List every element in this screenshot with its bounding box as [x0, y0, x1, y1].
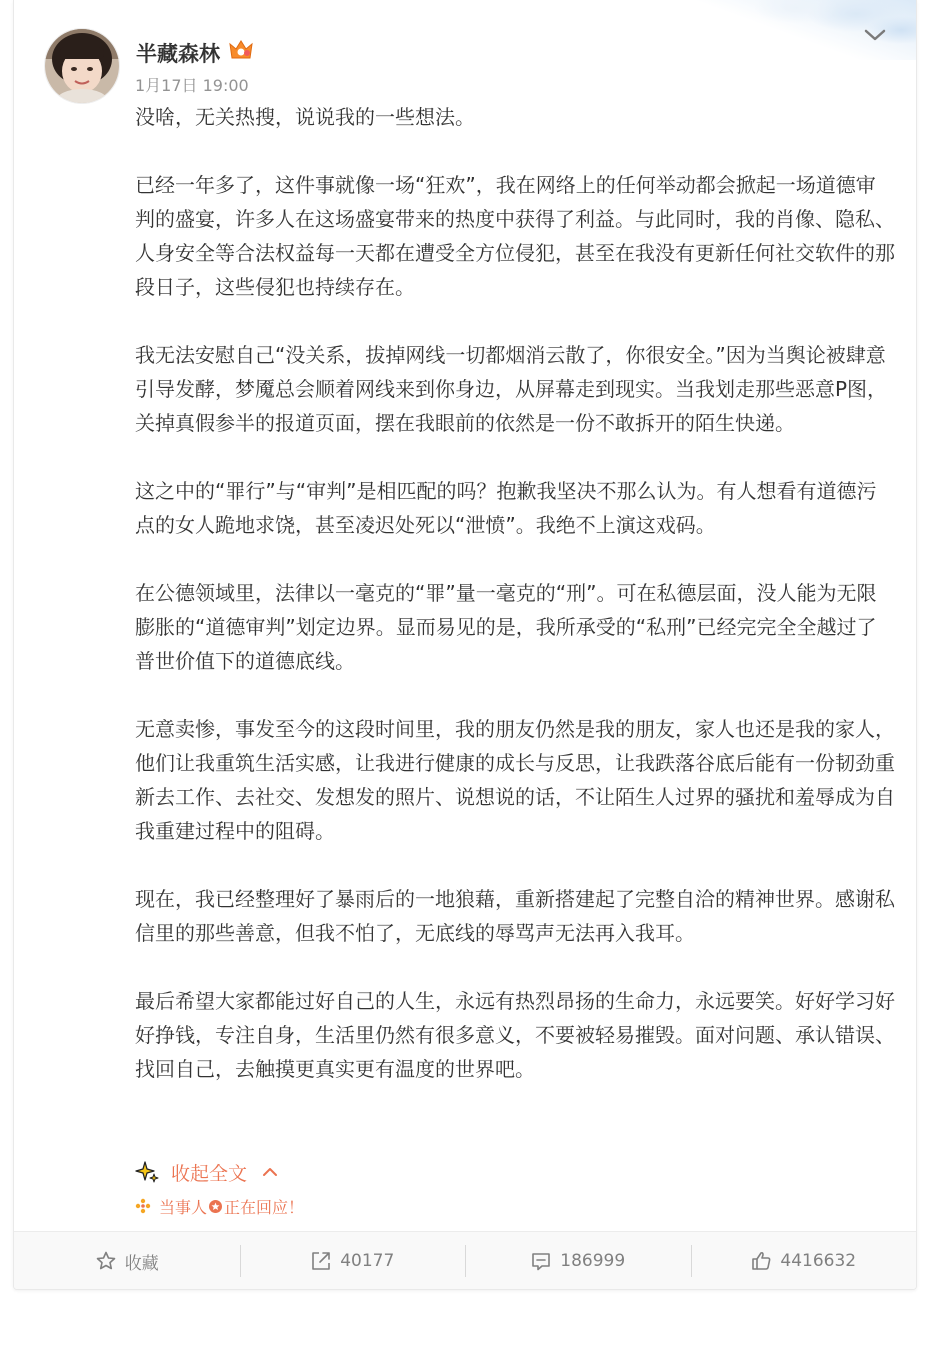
action-toolbar	[14, 1231, 916, 1290]
star-icon	[95, 1250, 117, 1272]
favorite-label: 收藏	[124, 1253, 159, 1274]
responding-suffix: 正在回应！	[224, 1197, 305, 1217]
repost-button[interactable]	[240, 1232, 466, 1290]
share-icon	[310, 1250, 332, 1272]
collapse-label: 收起全文	[171, 1162, 248, 1185]
post-paragraph: 无意卖惨，事发至今的这段时间里，我的朋友仍然是我的朋友，家人也还是我的家人，他们让我重筑生活实感，让我进行健康的成长与反思，让我跌落谷底后能有一份韧劲重新去工作、去社交、发想发的照片、说想说的话，不让陌生人过界的骚扰和羞辱成为自我重建过程中的阻碍。	[135, 717, 895, 843]
post-paragraph: 我无法安慰自己“没关系，拔掉网线一切都烟消云散了，你很安全。”因为当舆论被肆意引导发酵，梦魇总会顺着网线来到你身边，从屏幕走到现实。当我划走那些恶意P图，关掉真假参半的报道页面，摆在我眼前的依然是一份不敢拆开的陌生快递。	[135, 343, 888, 435]
badge-icon	[208, 1199, 223, 1214]
comment-button[interactable]	[465, 1232, 691, 1290]
comment-icon	[530, 1250, 552, 1272]
post-paragraph: 已经一年多了，这件事就像一场“狂欢”，我在网络上的任何举动都会掀起一场道德审判的盛宴，许多人在这场盛宴带来的热度中获得了利益。与此同时，我的肖像、隐私、人身安全等合法权益每一天都在遭受全方位侵犯，甚至在我没有更新任何社交软件的那段日子，这些侵犯也持续存在。	[135, 173, 895, 299]
post-paragraph: 最后希望大家都能过好自己的人生，永远有热烈昂扬的生命力，永远要笑。好好学习好好挣钱，专注自身，生活里仍然有很多意义，不要被轻易摧毁。面对问题、承认错误、找回自己，去触摸更真实更有温度的世界吧。	[135, 989, 895, 1081]
post-paragraph: 这之中的“罪行”与“审判”是相匹配的吗？抱歉我坚决不那么认为。有人想看有道德污点的女人跪地求饶，甚至凌迟处死以“泄愤”。我绝不上演这戏码。	[135, 479, 877, 537]
post-paragraph: 现在，我已经整理好了暴雨后的一地狼藉，重新搭建起了完整自洽的精神世界。感谢私信里的那些善意，但我不怕了，无底线的辱骂声无法再入我耳。	[135, 887, 895, 945]
like-count: 4416632	[780, 1251, 857, 1271]
vip-crown-icon	[228, 38, 254, 62]
post-content	[135, 100, 895, 1120]
collapse-full-text-button[interactable]	[135, 1158, 279, 1186]
responding-notice[interactable]	[135, 1195, 304, 1217]
thumbs-up-icon	[750, 1250, 772, 1272]
comment-count: 186999	[560, 1251, 626, 1271]
sparkle-icon	[135, 1160, 159, 1184]
username[interactable]: 半藏森林	[136, 42, 220, 66]
post-paragraph: 没啥，无关热搜，说说我的一些想法。	[135, 105, 475, 129]
chevron-down-icon[interactable]	[862, 24, 888, 46]
like-button[interactable]	[691, 1232, 917, 1290]
post-timestamp[interactable]: 1月17日 19:00	[135, 76, 249, 95]
favorite-button[interactable]	[14, 1232, 240, 1290]
weibo-post-card	[13, 0, 917, 1290]
post-paragraph: 在公德领域里，法律以一毫克的“罪”量一毫克的“刑”。可在私德层面，没人能为无限膨胀的“道德审判”划定边界。显而易见的是，我所承受的“私刑”已经完完全全越过了普世价值下的道德底线。	[135, 581, 877, 673]
chevron-up-icon	[261, 1166, 279, 1178]
avatar[interactable]	[44, 28, 120, 104]
responding-prefix: 当事人	[159, 1197, 208, 1217]
repost-count: 40177	[340, 1251, 395, 1271]
flower-icon	[135, 1198, 151, 1214]
